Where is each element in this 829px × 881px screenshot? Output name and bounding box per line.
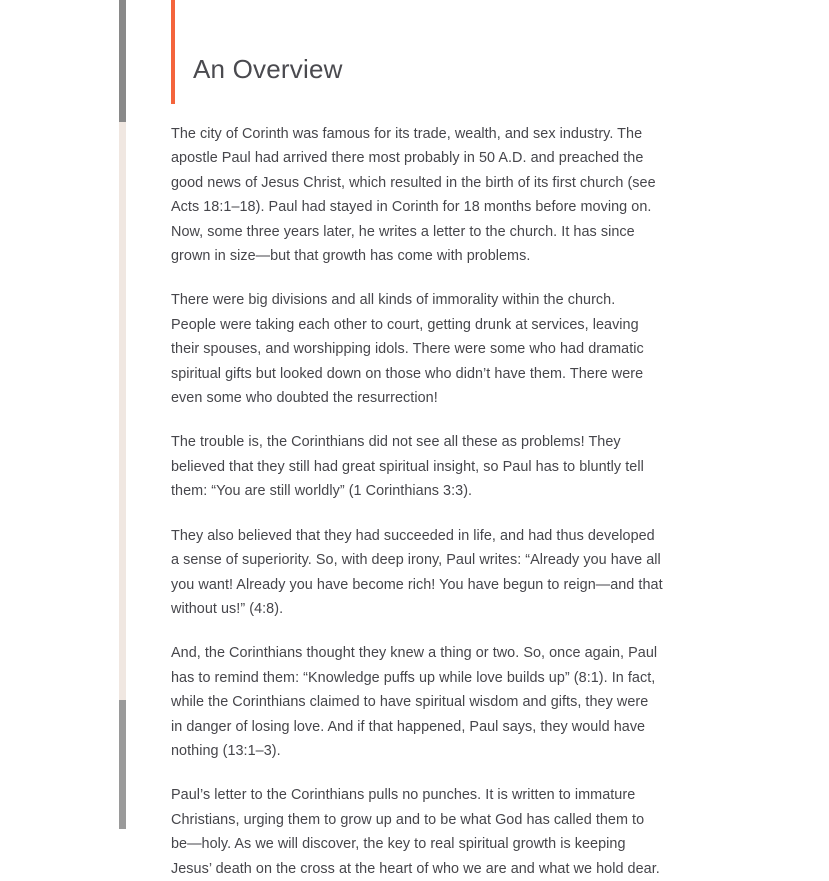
rail-segment-current[interactable]	[119, 122, 126, 700]
body-copy	[171, 122, 663, 881]
paragraph: They also believed that they had succeeded in life, and had thus developed a sense of superiority. So, with deep irony, Paul writes: “Already you have all you want! Already you have become rich! You have begun to reign—and that without us!” (4:8).	[171, 527, 663, 617]
paragraph: Paul’s letter to the Corinthians pulls no punches. It is written to immature Christians, urging them to grow up and to be what God has called them to be—holy. As we will discover, the key to real spiritual growth is keeping Jesus’ death on the cross at the heart of who we are and what we hold dear.	[171, 787, 660, 877]
reading-progress-rail[interactable]	[119, 0, 126, 829]
page-title: An Overview	[193, 54, 343, 84]
paragraph: And, the Corinthians thought they knew a thing or two. So, once again, Paul has to remind them: “Knowledge puffs up while love builds up” (8:1). In fact, while the Corinthians claimed to have spiritual wisdom and gifts, they were in danger of losing love. And if that happened, Paul says, they would have nothing (13:1–3).	[171, 645, 658, 759]
heading-accent-bar	[171, 0, 175, 104]
paragraph: The trouble is, the Corinthians did not see all these as problems! They believed that they still had great spiritual insight, so Paul has to bluntly tell them: “You are still worldly” (1 Corinthians 3:3).	[171, 434, 644, 500]
rail-segment-remaining[interactable]	[119, 700, 126, 829]
rail-segment-read[interactable]	[119, 0, 126, 122]
paragraph: The city of Corinth was famous for its trade, wealth, and sex industry. The apostle Paul had arrived there most probably in 50 A.D. and preached the good news of Jesus Christ, which resulted in the birth of its first church (see Acts 18:1–18). Paul had stayed in Corinth for 18 months before moving on. Now, some three years later, he writes a letter to the church. It has since grown in size—but that growth has come with problems.	[171, 126, 656, 265]
paragraph: There were big divisions and all kinds of immorality within the church. People were taking each other to court, getting drunk at services, leaving their spouses, and worshipping idols. There were some who had dramatic spiritual gifts but looked down on those who didn’t have them. There were even some who doubted the resurrection!	[171, 292, 644, 407]
